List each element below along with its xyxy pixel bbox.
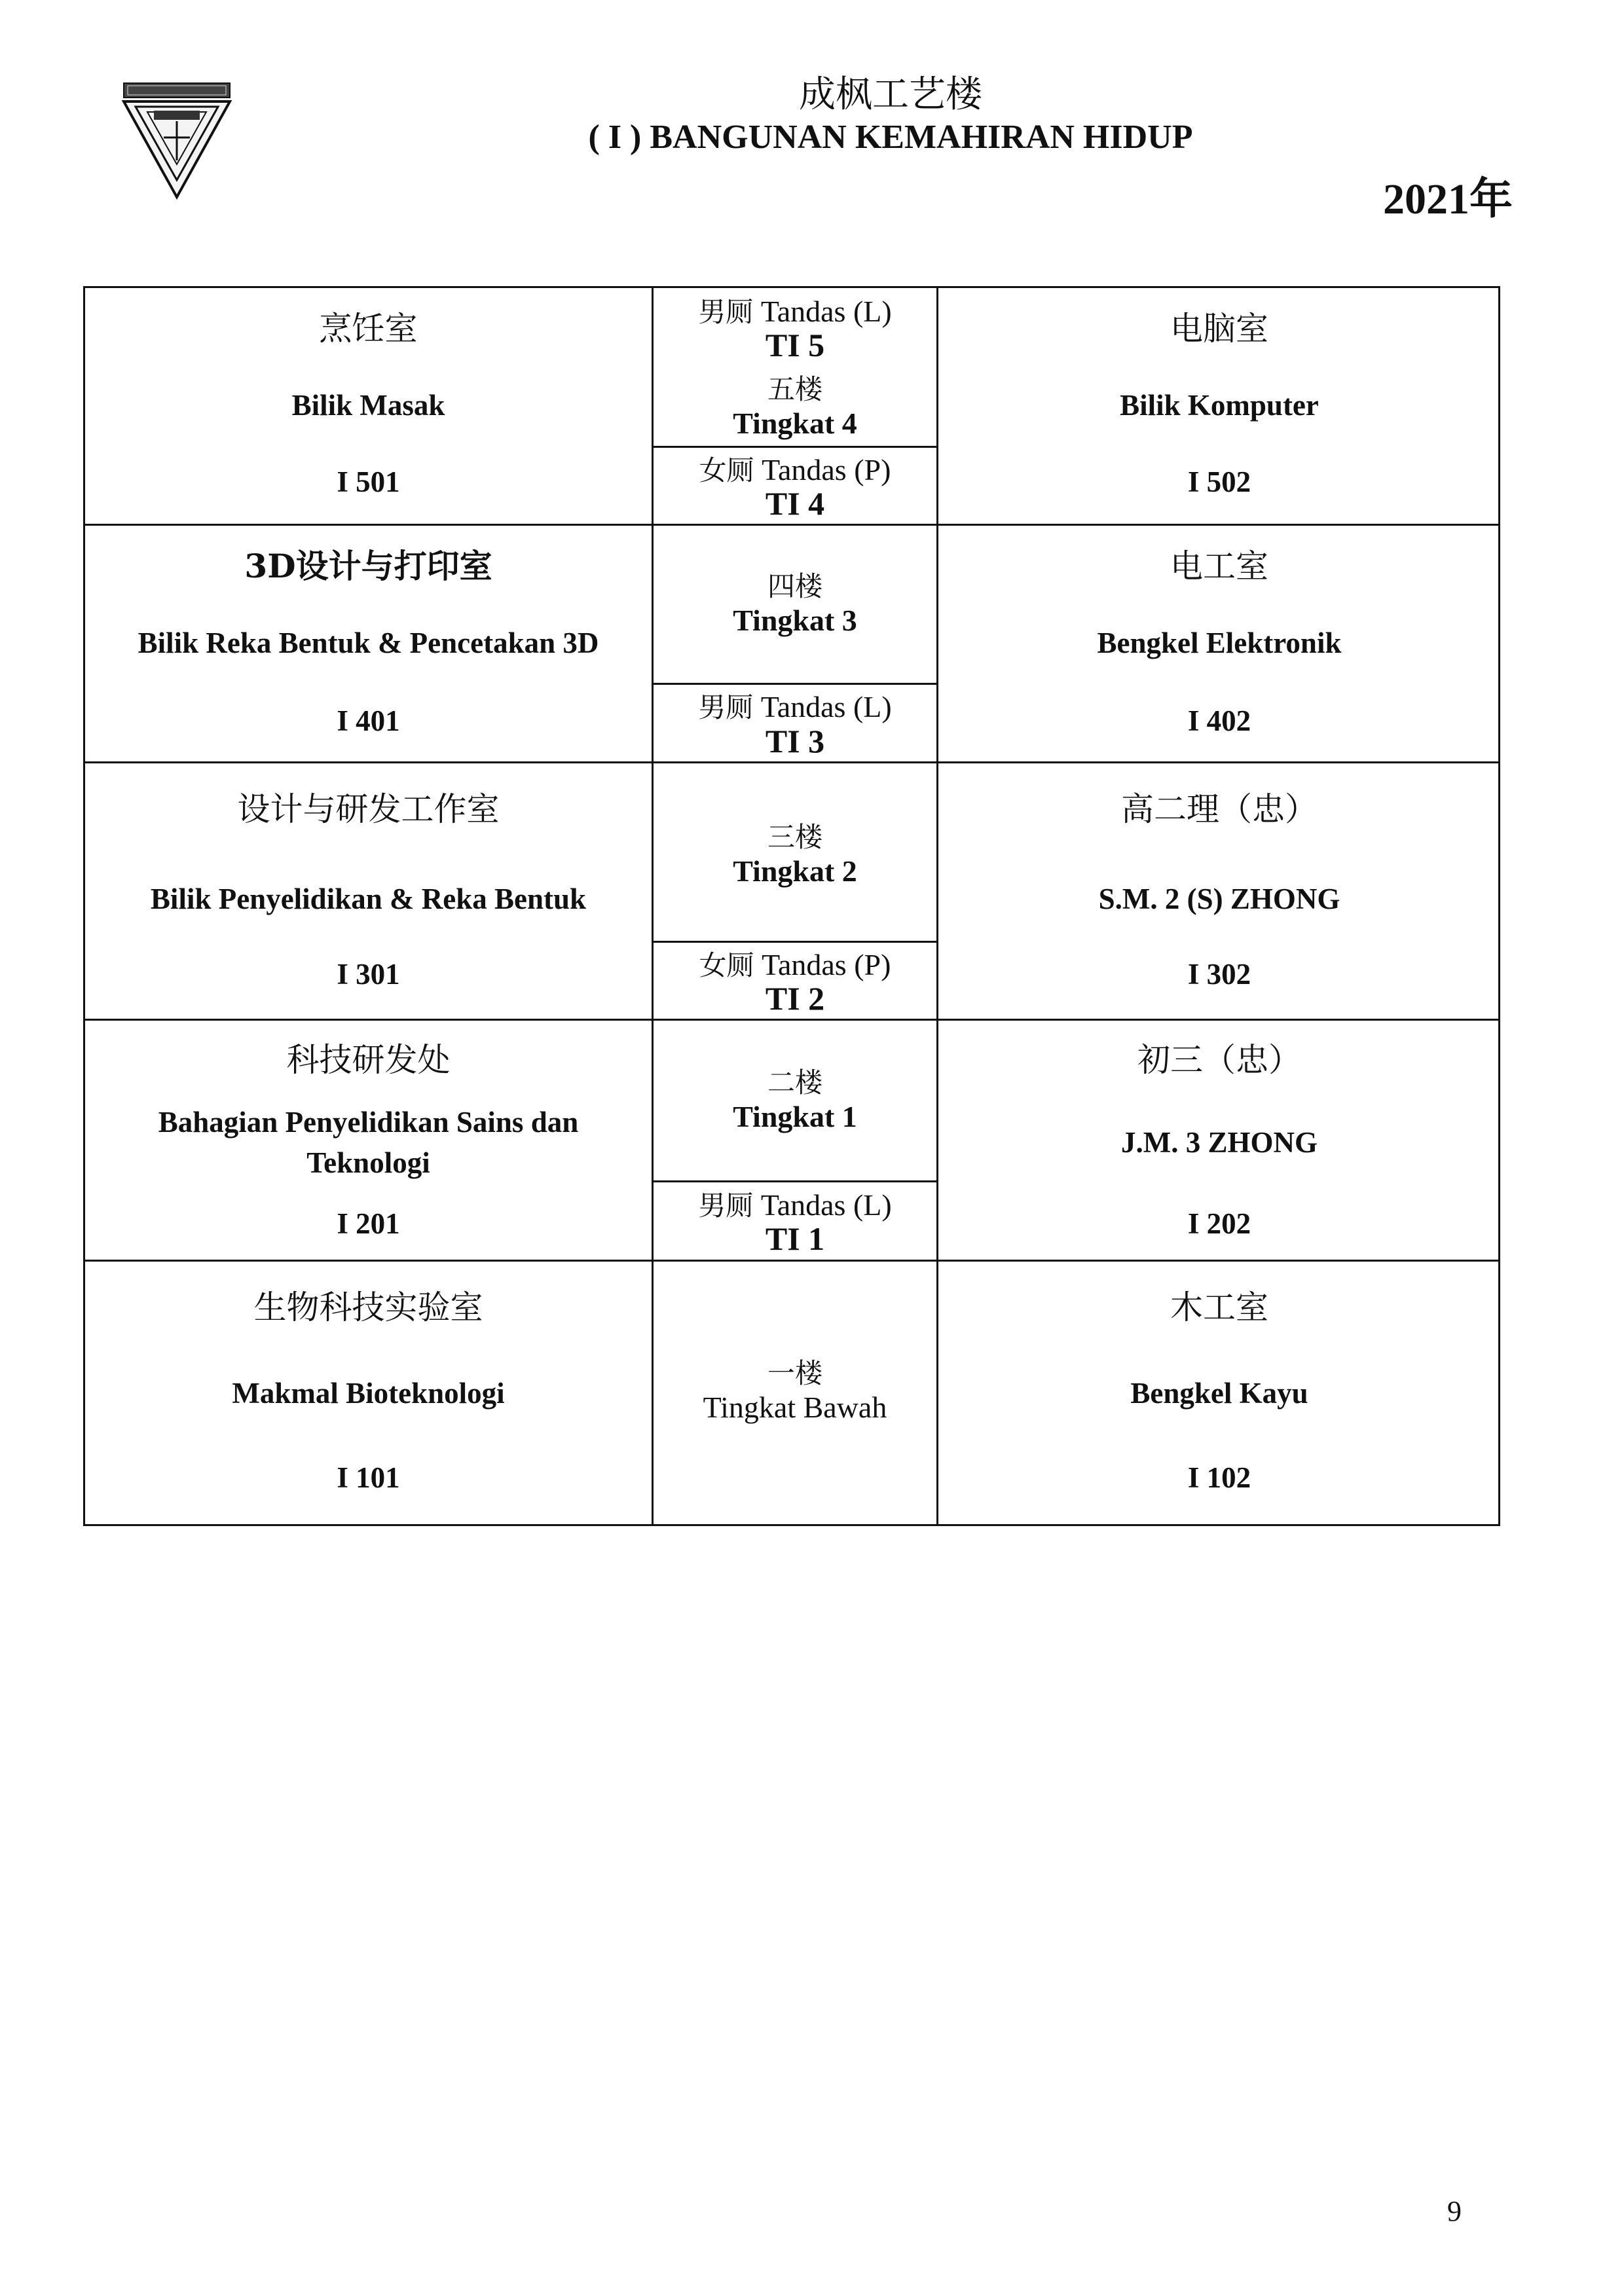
floor-label-ms: Tingkat 4: [733, 407, 857, 440]
toilet-label: 女厕 Tandas (P): [699, 948, 891, 981]
floor-label-cn: 一楼: [767, 1357, 822, 1389]
floor-label-cn: 四楼: [767, 570, 822, 602]
toilet-label: 男厕 Tandas (L): [698, 1188, 892, 1222]
room-i502: 电脑室 Bilik Komputer I 502: [1120, 310, 1319, 498]
building-floor-table: [83, 286, 1500, 1526]
floor-cell-tingkat-bawah: [654, 1262, 936, 1524]
year-label: 2021年: [1383, 175, 1513, 223]
floor-label-cn: 五楼: [767, 373, 822, 405]
floor-cell-tingkat-2: [654, 763, 936, 1019]
floor-cell-tingkat-1: [654, 1021, 936, 1260]
room-i401: 3D设计与打印室 Bilik Reka Bentuk & Pencetakan 3D I 401: [138, 547, 599, 737]
toilet-label: 女厕 Tandas (P): [699, 453, 891, 486]
floor-label-ms: Tingkat 2: [733, 854, 857, 888]
room-i301: 设计与研发工作室 Bilik Penyelidikan & Reka Bentuk I 301: [150, 790, 587, 991]
floor-label-ms: Tingkat 3: [733, 604, 857, 637]
page-number: 9: [1447, 2195, 1462, 2227]
title-malay: ( I ) BANGUNAN KEMAHIRAN HIDUP: [588, 118, 1193, 156]
toilet-code: TI 4: [765, 485, 825, 522]
room-i102: 木工室 Bengkel Kayu I 102: [1130, 1288, 1308, 1494]
title-chinese: 成枫工艺楼: [799, 73, 982, 116]
floor-cell-tingkat-4: [654, 288, 936, 524]
room-i501: 烹饪室 Bilik Masak I 501: [291, 310, 445, 498]
room-i402: 电工室 Bengkel Elektronik I 402: [1097, 547, 1342, 737]
floor-label-cn: 二楼: [767, 1066, 822, 1099]
floor-label-ms: Tingkat 1: [733, 1100, 857, 1133]
room-i302: 高二理（忠） S.M. 2 (S) ZHONG I 302: [1098, 790, 1340, 991]
room-i202: 初三（忠） J.M. 3 ZHONG I 202: [1121, 1041, 1318, 1240]
floor-label-cn: 三楼: [767, 821, 822, 853]
toilet-label: 男厕 Tandas (L): [698, 295, 892, 328]
floor-cell-tingkat-3: [654, 526, 936, 761]
room-i201: 科技研发处 Bahagian Penyelidikan Sains dan Teknologi I 201: [158, 1041, 579, 1240]
room-i101: 生物科技实验室 Makmal Bioteknologi I 101: [232, 1288, 505, 1494]
toilet-code: TI 3: [765, 723, 825, 759]
toilet-code: TI 1: [765, 1220, 825, 1257]
floor-label-ms: Tingkat Bawah: [703, 1391, 887, 1424]
toilet-code: TI 2: [765, 980, 825, 1017]
toilet-code: TI 5: [765, 327, 825, 363]
toilet-label: 男厕 Tandas (L): [698, 690, 892, 723]
